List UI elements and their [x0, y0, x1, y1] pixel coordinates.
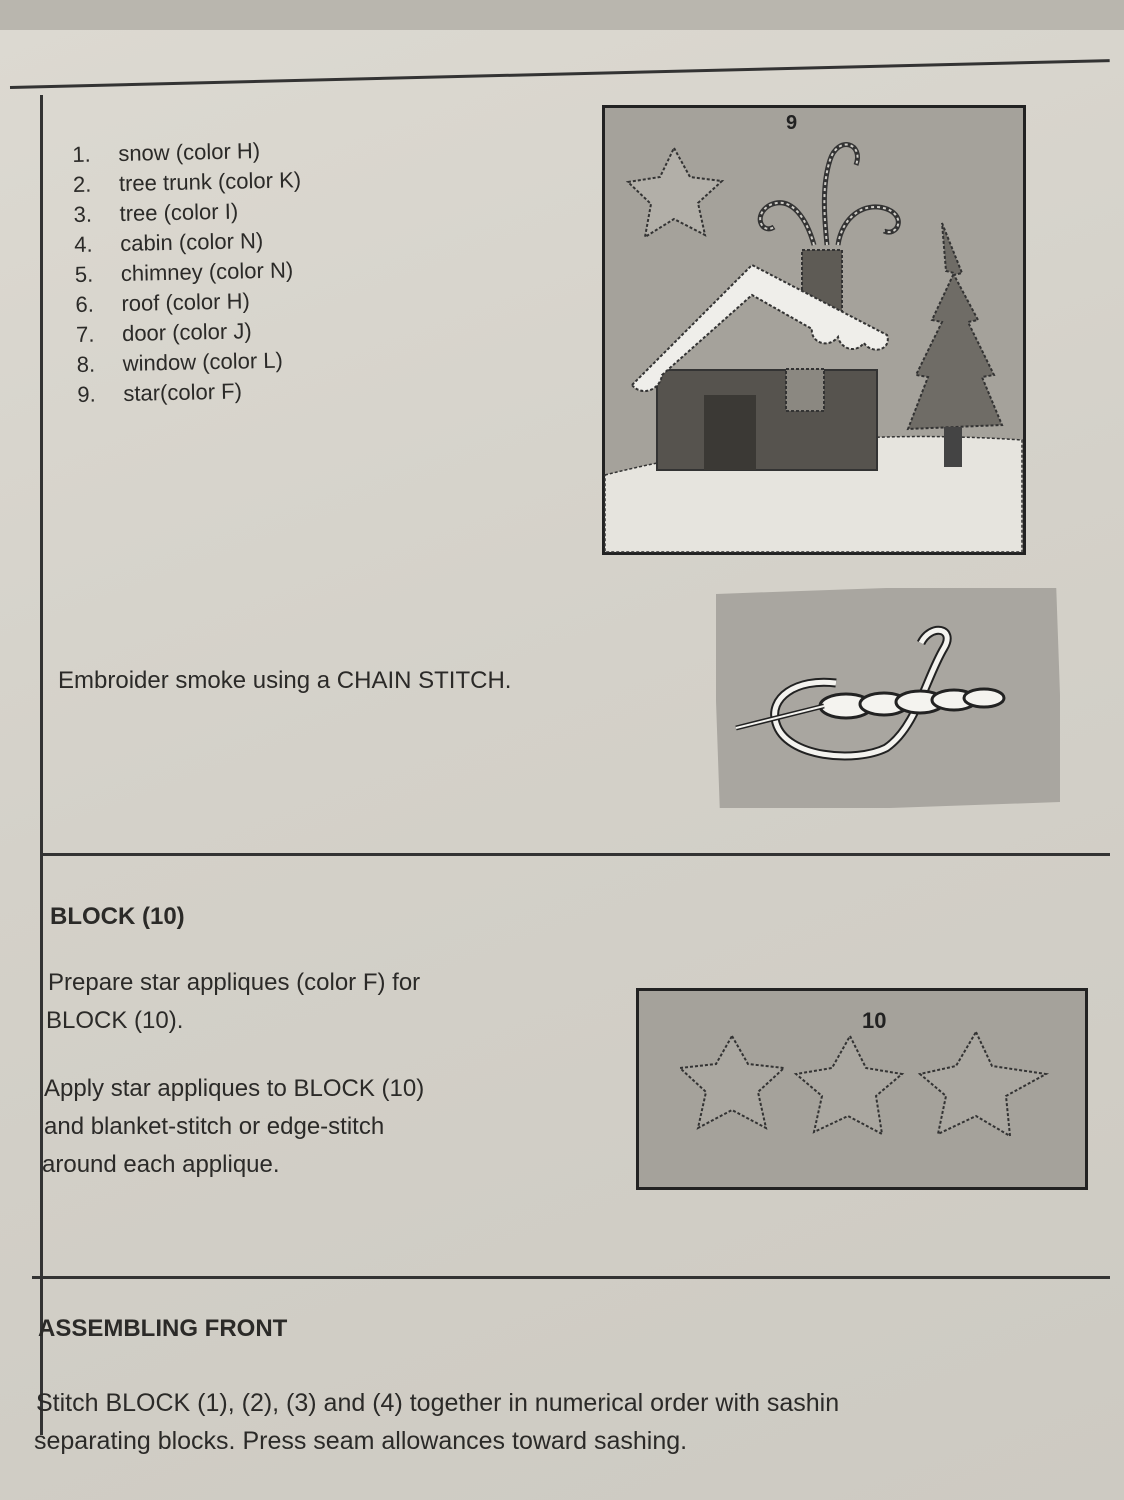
block-10-apply-line3: around each applique. — [42, 1151, 280, 1178]
section-rule — [32, 1276, 1110, 1279]
embroider-instruction: Embroider smoke using a CHAIN STITCH. — [58, 667, 512, 694]
assembling-heading: ASSEMBLING FRONT — [38, 1315, 288, 1342]
chain-stitch-illustration — [716, 588, 1060, 808]
block-9-illustration — [602, 105, 1026, 555]
block-10-illustration — [636, 988, 1088, 1190]
block-10-apply-line2: and blanket-stitch or edge-stitch — [44, 1113, 385, 1140]
list-item: 5. chimney (color N) — [74, 257, 294, 287]
list-item: 3. tree (color I) — [73, 198, 239, 227]
door — [704, 395, 756, 470]
tree-trunk — [944, 427, 962, 467]
list-item: 2. tree trunk (color K) — [72, 167, 302, 197]
list-item: 8. window (color L) — [76, 347, 284, 377]
block-9-number: 9 — [786, 112, 798, 134]
assembling-line1: Stitch BLOCK (1), (2), (3) and (4) together in numerical order with sashin — [36, 1389, 840, 1417]
block-10-apply-line1: Apply star appliques to BLOCK (10) — [44, 1075, 425, 1102]
list-item: 4. cabin (color N) — [73, 228, 264, 257]
window — [786, 369, 824, 411]
assembling-line2: separating blocks. Press seam allowances toward sashing. — [34, 1427, 688, 1455]
list-item: 9. star(color F) — [77, 378, 243, 407]
left-rule — [40, 95, 43, 1435]
cabin — [657, 370, 877, 470]
block-10-heading: BLOCK (10) — [50, 903, 185, 930]
list-item: 6. roof (color H) — [75, 288, 251, 317]
block-10-prepare-line1: Prepare star appliques (color F) for — [48, 969, 421, 996]
section-rule — [42, 853, 1110, 856]
block-10-prepare-line2: BLOCK (10). — [46, 1007, 184, 1034]
list-item: 7. door (color J) — [75, 318, 252, 347]
block-10-number: 10 — [862, 1008, 887, 1033]
applique-parts-list — [72, 135, 306, 410]
list-item: 1. snow (color H) — [72, 138, 261, 167]
